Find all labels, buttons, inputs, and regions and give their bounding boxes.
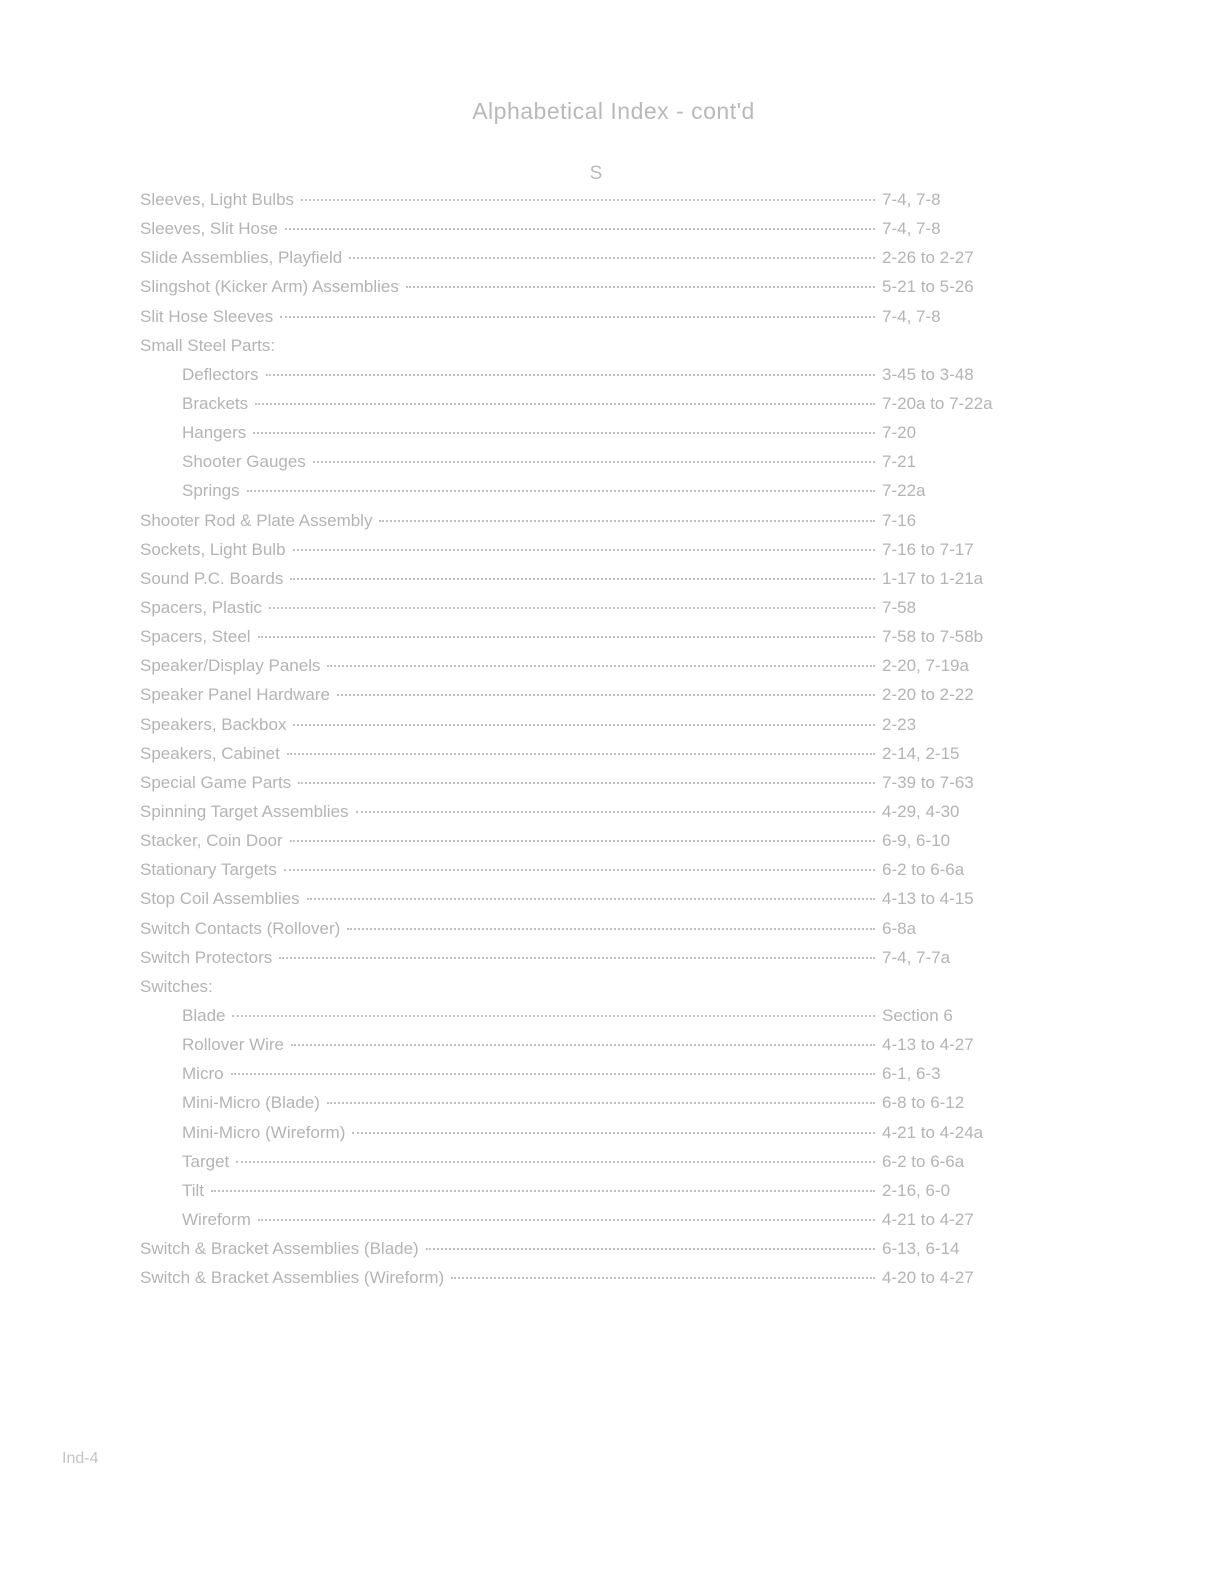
index-entry-pages: 7-39 to 7-63 bbox=[882, 772, 974, 792]
index-entry-label: Slit Hose Sleeves bbox=[140, 306, 274, 326]
index-entry bbox=[140, 540, 1010, 569]
index-entry-label: Sleeves, Slit Hose bbox=[140, 219, 278, 239]
index-entry-pages: 2-23 bbox=[882, 714, 917, 734]
index-entry-label: Switch & Bracket Assemblies (Wireform) bbox=[140, 1268, 445, 1288]
dot-leader bbox=[293, 549, 875, 551]
index-entry bbox=[140, 656, 1010, 685]
index-entry-pages: 4-13 to 4-15 bbox=[882, 889, 974, 909]
dot-leader bbox=[379, 520, 875, 522]
dot-leader bbox=[280, 316, 875, 318]
index-entry-label: Slingshot (Kicker Arm) Assemblies bbox=[140, 277, 399, 297]
index-entry bbox=[140, 1093, 1010, 1122]
index-entry bbox=[140, 1123, 1010, 1152]
dot-leader bbox=[313, 461, 875, 463]
index-entry-label: Sockets, Light Bulb bbox=[140, 539, 286, 559]
index-entry-label: Speakers, Cabinet bbox=[140, 743, 280, 763]
index-entry-pages: 4-21 to 4-27 bbox=[882, 1209, 974, 1229]
index-entry-label: Stacker, Coin Door bbox=[140, 831, 283, 851]
dot-leader bbox=[285, 228, 875, 230]
index-entry bbox=[140, 394, 1010, 423]
index-entry-label: Blade bbox=[182, 1005, 226, 1025]
dot-leader bbox=[232, 1015, 875, 1017]
index-entry-pages: 6-13, 6-14 bbox=[882, 1239, 960, 1259]
index-entry-label: Hangers bbox=[182, 423, 247, 443]
index-entry-pages: 4-21 to 4-24a bbox=[882, 1122, 984, 1142]
index-entry bbox=[140, 511, 1010, 540]
index-entry-label: Switch Protectors bbox=[140, 947, 273, 967]
dot-leader bbox=[253, 432, 875, 434]
index-entry-label: Brackets bbox=[182, 393, 249, 413]
dot-leader bbox=[337, 694, 875, 696]
index-entry bbox=[140, 481, 1010, 510]
index-entry bbox=[140, 1210, 1010, 1239]
index-entry bbox=[140, 452, 1010, 481]
index-entry bbox=[140, 685, 1010, 714]
index-entry bbox=[140, 307, 1010, 336]
index-entry-label: Shooter Rod & Plate Assembly bbox=[140, 510, 373, 530]
dot-leader bbox=[327, 1102, 875, 1104]
dot-leader bbox=[301, 199, 875, 201]
index-entry-pages: 4-13 to 4-27 bbox=[882, 1035, 974, 1055]
dot-leader bbox=[451, 1277, 875, 1279]
index-entry-label: Speaker/Display Panels bbox=[140, 656, 321, 676]
index-entry bbox=[140, 773, 1010, 802]
dot-leader bbox=[426, 1248, 875, 1250]
dot-leader bbox=[298, 782, 875, 784]
index-entry-pages: 2-16, 6-0 bbox=[882, 1180, 951, 1200]
index-entry-pages: 2-20 to 2-22 bbox=[882, 685, 974, 705]
index-entry-pages: 2-20, 7-19a bbox=[882, 656, 969, 676]
index-entry-pages: 2-14, 2-15 bbox=[882, 743, 960, 763]
dot-leader bbox=[231, 1073, 875, 1075]
index-entry bbox=[140, 365, 1010, 394]
index-entry-pages: 4-20 to 4-27 bbox=[882, 1268, 974, 1288]
index-entry-pages: 6-1, 6-3 bbox=[882, 1064, 941, 1084]
dot-leader bbox=[290, 840, 875, 842]
index-entry bbox=[140, 277, 1010, 306]
dot-leader bbox=[291, 1044, 875, 1046]
index-entry-label: Spacers, Steel bbox=[140, 627, 251, 647]
index-entry-label: Shooter Gauges bbox=[182, 452, 306, 472]
dot-leader bbox=[356, 811, 875, 813]
index-entry-pages: 7-58 bbox=[882, 597, 917, 617]
index-entry bbox=[140, 831, 1010, 860]
index-entry bbox=[140, 802, 1010, 831]
index-entry-pages: 2-26 to 2-27 bbox=[882, 248, 974, 268]
index-entry-label: Springs bbox=[182, 481, 240, 501]
index-entry bbox=[140, 336, 1010, 365]
index-entry-pages: 7-4, 7-8 bbox=[882, 190, 941, 209]
dot-leader bbox=[290, 578, 875, 580]
index-entry-pages: 7-58 to 7-58b bbox=[882, 627, 984, 647]
index-entry bbox=[140, 248, 1010, 277]
index-entry-pages: 6-2 to 6-6a bbox=[882, 1151, 965, 1171]
index-entry-label: Mini-Micro (Blade) bbox=[182, 1093, 320, 1113]
index-entry-label: Wireform bbox=[182, 1209, 251, 1229]
index-list bbox=[140, 190, 1010, 1297]
index-entry-label: Stop Coil Assemblies bbox=[140, 889, 300, 909]
index-entry bbox=[140, 1035, 1010, 1064]
index-entry-label: Micro bbox=[182, 1064, 224, 1084]
index-entry bbox=[140, 219, 1010, 248]
dot-leader bbox=[211, 1190, 875, 1192]
dot-leader bbox=[258, 1219, 875, 1221]
index-entry-label: Target bbox=[182, 1151, 230, 1171]
dot-leader bbox=[269, 607, 875, 609]
index-entry-pages: 6-2 to 6-6a bbox=[882, 860, 965, 880]
index-entry-label: Switch & Bracket Assemblies (Blade) bbox=[140, 1239, 419, 1259]
index-entry-label: Stationary Targets bbox=[140, 860, 277, 880]
index-entry-label: Switches: bbox=[140, 976, 213, 996]
index-entry-pages: 7-16 bbox=[882, 510, 917, 530]
index-entry bbox=[140, 627, 1010, 656]
index-entry-label: Spacers, Plastic bbox=[140, 597, 262, 617]
index-entry bbox=[140, 948, 1010, 977]
index-entry bbox=[140, 889, 1010, 918]
index-entry bbox=[140, 1268, 1010, 1297]
index-entry bbox=[140, 598, 1010, 627]
index-entry bbox=[140, 860, 1010, 889]
index-entry-pages: Section 6 bbox=[882, 1005, 953, 1025]
dot-leader bbox=[258, 636, 875, 638]
index-entry bbox=[140, 1239, 1010, 1268]
index-entry-pages: 7-20 bbox=[882, 423, 917, 443]
index-entry-label: Sound P.C. Boards bbox=[140, 568, 284, 588]
index-entry-label: Sleeves, Light Bulbs bbox=[140, 190, 295, 209]
index-entry-pages: 5-21 to 5-26 bbox=[882, 277, 974, 297]
page-number: Ind-4 bbox=[62, 1450, 99, 1467]
dot-leader bbox=[266, 374, 875, 376]
dot-leader bbox=[352, 1132, 875, 1134]
dot-leader bbox=[284, 869, 875, 871]
index-entry-pages: 6-9, 6-10 bbox=[882, 831, 951, 851]
index-entry bbox=[140, 1152, 1010, 1181]
section-letter: S bbox=[589, 163, 603, 184]
dot-leader bbox=[247, 490, 875, 492]
index-entry bbox=[140, 1006, 1010, 1035]
index-entry-pages: 7-16 to 7-17 bbox=[882, 539, 974, 559]
index-entry-label: Tilt bbox=[182, 1180, 205, 1200]
index-entry-pages: 7-20a to 7-22a bbox=[882, 393, 993, 413]
index-entry bbox=[140, 1181, 1010, 1210]
index-entry bbox=[140, 423, 1010, 452]
index-entry bbox=[140, 977, 1010, 1006]
index-entry bbox=[140, 1064, 1010, 1093]
index-entry-label: Deflectors bbox=[182, 364, 259, 384]
index-entry-label: Mini-Micro (Wireform) bbox=[182, 1122, 346, 1142]
dot-leader bbox=[293, 724, 875, 726]
index-entry-label: Spinning Target Assemblies bbox=[140, 801, 349, 821]
index-entry bbox=[140, 744, 1010, 773]
index-entry bbox=[140, 919, 1010, 948]
index-entry-pages: 7-4, 7-8 bbox=[882, 306, 941, 326]
page-title: Alphabetical Index - cont'd bbox=[472, 98, 755, 124]
dot-leader bbox=[406, 286, 875, 288]
dot-leader bbox=[287, 753, 875, 755]
index-entry-pages: 4-29, 4-30 bbox=[882, 801, 960, 821]
index-entry-pages: 3-45 to 3-48 bbox=[882, 364, 974, 384]
index-entry-label: Speakers, Backbox bbox=[140, 714, 287, 734]
index-entry-pages: 6-8 to 6-12 bbox=[882, 1093, 965, 1113]
index-entry bbox=[140, 190, 1010, 219]
index-entry-label: Special Game Parts bbox=[140, 772, 292, 792]
dot-leader bbox=[349, 257, 875, 259]
dot-leader bbox=[236, 1161, 875, 1163]
index-entry-pages: 6-8a bbox=[882, 918, 917, 938]
dot-leader bbox=[307, 898, 875, 900]
dot-leader bbox=[279, 957, 875, 959]
dot-leader bbox=[347, 928, 875, 930]
index-entry-label: Slide Assemblies, Playfield bbox=[140, 248, 343, 268]
index-entry-label: Speaker Panel Hardware bbox=[140, 685, 330, 705]
index-entry bbox=[140, 715, 1010, 744]
index-entry-pages: 1-17 to 1-21a bbox=[882, 568, 984, 588]
dot-leader bbox=[255, 403, 875, 405]
index-entry-pages: 7-21 bbox=[882, 452, 917, 472]
index-entry bbox=[140, 569, 1010, 598]
index-entry-label: Switch Contacts (Rollover) bbox=[140, 918, 341, 938]
index-entry-label: Rollover Wire bbox=[182, 1035, 285, 1055]
index-entry-pages: 7-22a bbox=[882, 481, 926, 501]
dot-leader bbox=[327, 665, 875, 667]
index-entry-label: Small Steel Parts: bbox=[140, 335, 276, 355]
index-entry-pages: 7-4, 7-7a bbox=[882, 947, 951, 967]
index-entry-pages: 7-4, 7-8 bbox=[882, 219, 941, 239]
